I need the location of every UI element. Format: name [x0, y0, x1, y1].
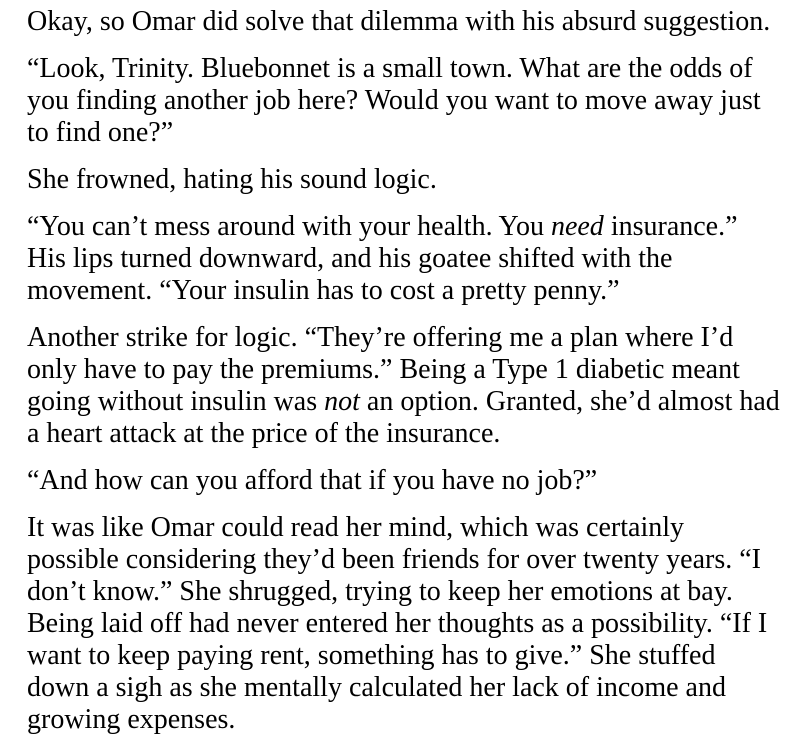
text-run: an option. Granted, she’d almost had — [359, 386, 780, 417]
text-run: “And how can you afford that if you have no job?” — [27, 465, 598, 496]
text-run: going without insulin was — [27, 386, 325, 417]
paragraph-6 — [27, 465, 782, 497]
text-run: Being laid off had never entered her thoughts as a possibility. “If I — [27, 608, 768, 639]
text-line — [27, 608, 782, 640]
text-line — [27, 6, 782, 38]
text-run: a heart attack at the price of the insurance. — [27, 418, 501, 449]
text-run: She frowned, hating his sound logic. — [27, 164, 437, 195]
text-run: “Look, Trinity. Bluebonnet is a small town. What are the odds of — [27, 53, 753, 84]
text-line — [27, 544, 782, 576]
paragraph-2 — [27, 53, 782, 149]
text-run: It was like Omar could read her mind, which was certainly — [27, 512, 685, 543]
text-line — [27, 354, 782, 386]
text-line — [27, 465, 782, 497]
paragraph-5 — [27, 322, 782, 450]
text-line — [27, 211, 782, 243]
text-line — [27, 243, 782, 275]
text-run: don’t know.” She shrugged, trying to keep her emotions at bay. — [27, 576, 733, 607]
text-run: want to keep paying rent, something has to give.” She stuffed — [27, 640, 716, 671]
paragraph-1 — [27, 6, 782, 38]
text-run: you finding another job here? Would you want to move away just — [27, 85, 761, 116]
paragraph-3 — [27, 164, 782, 196]
text-run: only have to pay the premiums.” Being a Type 1 diabetic meant — [27, 354, 740, 385]
text-run: Okay, so Omar did solve that dilemma with his absurd suggestion. — [27, 6, 771, 37]
text-run: Another strike for logic. “They’re offering me a plan where I’d — [27, 322, 734, 353]
italic-text-run: not — [324, 386, 360, 417]
text-line — [27, 53, 782, 85]
text-run: possible considering they’d been friends for over twenty years. “I — [27, 544, 761, 575]
text-run: insurance.” — [603, 211, 738, 242]
text-line — [27, 418, 782, 450]
text-line — [27, 85, 782, 117]
text-line — [27, 164, 782, 196]
text-run: growing expenses. — [27, 704, 236, 735]
text-line — [27, 322, 782, 354]
text-run: to find one?” — [27, 117, 174, 148]
paragraph-4 — [27, 211, 782, 307]
text-line — [27, 275, 782, 307]
text-line — [27, 512, 782, 544]
text-line — [27, 704, 782, 736]
text-run: movement. “Your insulin has to cost a pretty penny.” — [27, 275, 620, 306]
text-line — [27, 386, 782, 418]
text-run: “You can’t mess around with your health. You — [27, 211, 551, 242]
text-line — [27, 672, 782, 704]
text-line — [27, 117, 782, 149]
text-line — [27, 640, 782, 672]
text-run: down a sigh as she mentally calculated her lack of income and — [27, 672, 726, 703]
italic-text-run: need — [550, 211, 604, 242]
text-line — [27, 576, 782, 608]
paragraph-7 — [27, 512, 782, 736]
text-run: His lips turned downward, and his goatee shifted with the — [27, 243, 673, 274]
